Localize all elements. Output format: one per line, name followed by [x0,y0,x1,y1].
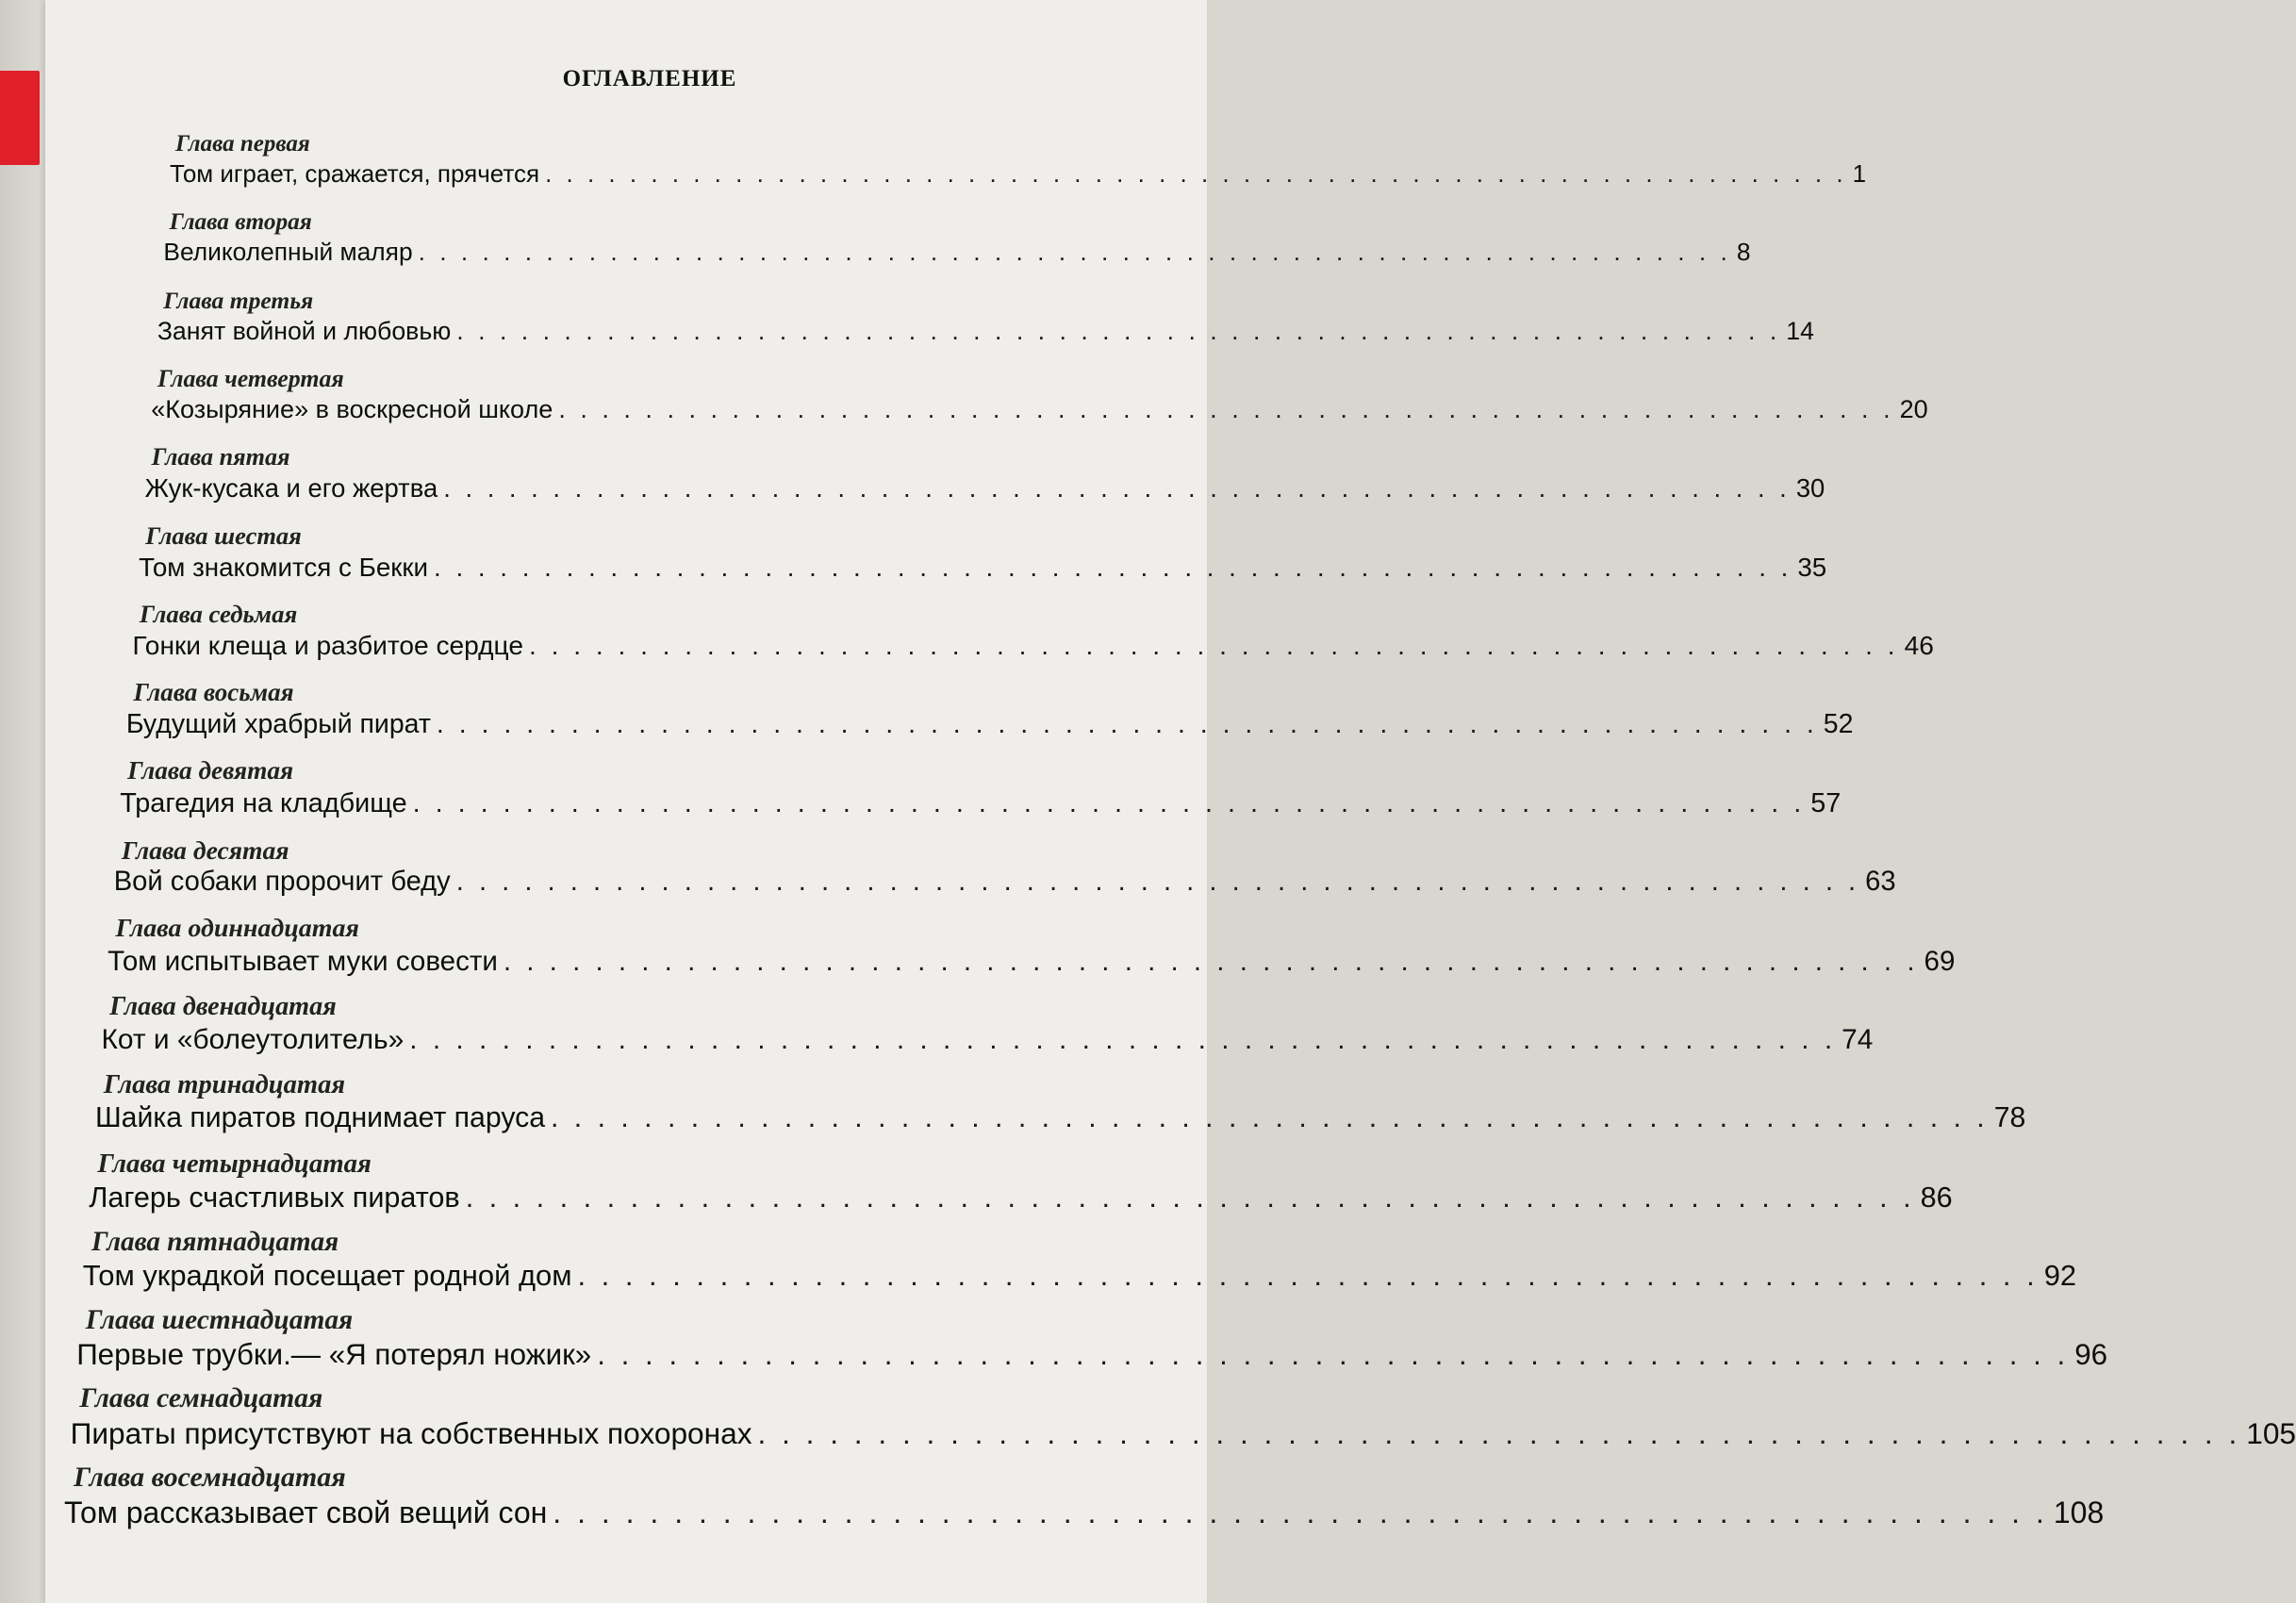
dot-leader: . . . . . . . . . . . . . . . . . . . . . . . . . . . . . . . . . . . . . . . . . . . . . . . . . . . . . . . . . . . . . . [436,709,1818,740]
chapter-page-number: 1 [1852,159,1867,188]
chapter-label: Глава первая [175,131,310,157]
chapter-title: Том играет, сражается, прячется [170,159,540,188]
dot-leader: . . . . . . . . . . . . . . . . . . . . . . . . . . . . . . . . . . . . . . . . . . . . . . . . . . . . . . . . . . . . . . [757,1415,2241,1450]
toc-entry [132,600,1934,663]
chapter-row [101,1022,1874,1058]
chapter-title: Том испытывает муки совести [107,945,498,977]
chapter-row [82,1258,2077,1295]
chapter-page-number: 108 [2053,1496,2105,1529]
chapter-label: Глава восемнадцатая [74,1462,346,1493]
chapter-page-number: 86 [1920,1181,1953,1214]
chapter-row [70,1415,2296,1453]
dot-leader: . . . . . . . . . . . . . . . . . . . . . . . . . . . . . . . . . . . . . . . . . . . . . . . . . . . . . . . . . . . . . . [465,1181,1915,1214]
toc-entry [113,835,1896,901]
toc-entry [76,1304,2107,1374]
dot-leader: . . . . . . . . . . . . . . . . . . . . . . . . . . . . . . . . . . . . . . . . . . . . . . . . . . . . . . . . . . . . . . [558,395,1894,424]
dot-leader: . . . . . . . . . . . . . . . . . . . . . . . . . . . . . . . . . . . . . . . . . . . . . . . . . . . . . . . . . . . . . . [577,1258,2039,1292]
chapter-label: Глава семнадцатая [79,1382,323,1413]
chapter-row [125,707,1854,741]
chapter-title: Будущий храбрый пират [125,709,431,740]
chapter-label: Глава вторая [169,208,312,236]
chapter-label: Глава тринадцатая [103,1069,346,1099]
chapter-page-number: 78 [1993,1102,2026,1134]
chapter-row [170,157,1867,190]
chapter-row [151,393,1928,426]
chapter-title: Кот и «болеутолитель» [101,1023,405,1055]
dot-leader: . . . . . . . . . . . . . . . . . . . . . . . . . . . . . . . . . . . . . . . . . . . . . . . . . . . . . . . . . . . . . . [528,631,1899,661]
chapter-title: Занят войной и любовью [157,316,452,345]
toc-entry [70,1382,2296,1452]
chapter-page-number: 20 [1899,395,1928,424]
dot-leader: . . . . . . . . . . . . . . . . . . . . . . . . . . . . . . . . . . . . . . . . . . . . . . . . . . . . . . . . . . . . . . [412,787,1806,818]
chapter-label: Глава двенадцатая [109,991,337,1021]
chapter-label: Глава девятая [127,756,294,785]
chapter-row [132,629,1934,663]
toc-entry [139,521,1827,584]
chapter-page-number: 8 [1736,238,1751,267]
chapter-label: Глава третья [163,287,314,315]
chapter-row [94,1100,2026,1136]
chapter-page-number: 69 [1924,945,1956,977]
chapter-label: Глава пятнадцатая [91,1226,339,1257]
chapter-page-number: 14 [1786,316,1814,345]
toc-entry [101,991,1874,1058]
toc-entry [82,1226,2077,1295]
dot-leader: . . . . . . . . . . . . . . . . . . . . . . . . . . . . . . . . . . . . . . . . . . . . . . . . . . . . . . . . . . . . . . [503,945,1919,977]
chapter-title: Жук-кусака и его жертва [144,473,438,504]
chapter-title: Лагерь счастливых пиратов [89,1181,460,1214]
chapter-page-number: 63 [1865,867,1896,898]
chapter-page-number: 35 [1797,552,1827,582]
chapter-title: Великолепный маляр [163,238,413,267]
dot-leader: . . . . . . . . . . . . . . . . . . . . . . . . . . . . . . . . . . . . . . . . . . . . . . . . . . . . . . . . . . . . . . [551,1102,1989,1134]
chapter-label: Глава восьмая [133,678,294,707]
chapter-title: Трагедия на кладбище [120,787,407,818]
chapter-title: Вой собаки пророчит беду [113,867,451,898]
chapter-title: Пираты присутствуют на собственных похоронах [70,1415,752,1450]
chapter-title: Гонки клеща и разбитое сердце [132,631,523,661]
toc-entry [107,913,1956,979]
chapter-row [163,236,1751,268]
chapter-label: Глава пятая [151,443,290,471]
red-bookmark-tab [0,71,40,165]
chapter-title: Том рассказывает свой вещий сон [64,1496,548,1529]
toc-entry [151,365,1928,426]
dot-leader: . . . . . . . . . . . . . . . . . . . . . . . . . . . . . . . . . . . . . . . . . . . . . . . . . . . . . . . . . . . . . . [456,316,1781,345]
toc-title: ОГЛАВЛЕНИЕ [562,66,737,91]
chapter-title: «Козыряние» в воскресной школе [151,395,553,424]
chapter-row [120,786,1842,821]
chapter-row [64,1494,2105,1531]
dot-leader: . . . . . . . . . . . . . . . . . . . . . . . . . . . . . . . . . . . . . . . . . . . . . . . . . . . . . . . . . . . . . . [597,1338,2070,1372]
dot-leader: . . . . . . . . . . . . . . . . . . . . . . . . . . . . . . . . . . . . . . . . . . . . . . . . . . . . . . . . . . . . . . [409,1023,1837,1055]
chapter-row [144,471,1825,504]
chapter-page-number: 30 [1795,473,1825,504]
chapter-row [113,865,1896,900]
chapter-label: Глава шестая [145,521,302,551]
chapter-title: Том знакомится с Бекки [139,552,429,582]
toc-entry [89,1148,1953,1215]
toc-entry [144,443,1825,505]
chapter-page-number: 52 [1823,709,1854,740]
chapter-page-number: 105 [2246,1415,2296,1450]
chapter-page-number: 57 [1810,787,1842,818]
toc-entry [170,130,1867,190]
book-page [45,0,2296,1603]
chapter-row [89,1180,1953,1216]
chapter-label: Глава одиннадцатая [115,913,359,943]
toc-entry [163,208,1751,269]
dot-leader: . . . . . . . . . . . . . . . . . . . . . . . . . . . . . . . . . . . . . . . . . . . . . . . . . . . . . . . . . . . . . . [434,552,1792,582]
chapter-title: Шайка пиратов поднимает паруса [94,1102,546,1134]
toc-entry [157,287,1814,347]
chapter-label: Глава седьмая [139,600,298,629]
chapter-row [76,1336,2107,1373]
dot-leader: . . . . . . . . . . . . . . . . . . . . . . . . . . . . . . . . . . . . . . . . . . . . . . . . . . . . . . . . . . . . . . [545,159,1847,188]
chapter-title: Первые трубки.— «Я потерял ножик» [76,1338,592,1372]
toc-entry [94,1069,2026,1137]
chapter-row [157,315,1814,348]
chapter-page-number: 96 [2074,1338,2107,1372]
chapter-title: Том украдкой посещает родной дом [82,1258,572,1292]
chapter-row [139,551,1827,585]
chapter-row [107,944,1956,980]
toc-entry [125,678,1854,742]
chapter-label: Глава десятая [121,835,289,865]
dot-leader: . . . . . . . . . . . . . . . . . . . . . . . . . . . . . . . . . . . . . . . . . . . . . . . . . . . . . . . . . . . . . . [418,238,1731,267]
chapter-label: Глава четвертая [157,365,344,393]
toc-entry [120,756,1842,820]
dot-leader: . . . . . . . . . . . . . . . . . . . . . . . . . . . . . . . . . . . . . . . . . . . . . . . . . . . . . . . . . . . . . . [455,867,1860,898]
dot-leader: . . . . . . . . . . . . . . . . . . . . . . . . . . . . . . . . . . . . . . . . . . . . . . . . . . . . . . . . . . . . . . [443,473,1791,504]
chapter-page-number: 74 [1842,1023,1874,1055]
chapter-page-number: 46 [1904,631,1934,661]
chapter-label: Глава четырнадцатая [97,1148,372,1179]
dot-leader: . . . . . . . . . . . . . . . . . . . . . . . . . . . . . . . . . . . . . . . . . . . . . . . . . . . . . . . . . . . . . . [553,1496,2048,1529]
chapter-page-number: 92 [2043,1258,2077,1292]
chapter-label: Глава шестнадцатая [85,1304,354,1335]
toc-entry [64,1462,2105,1531]
